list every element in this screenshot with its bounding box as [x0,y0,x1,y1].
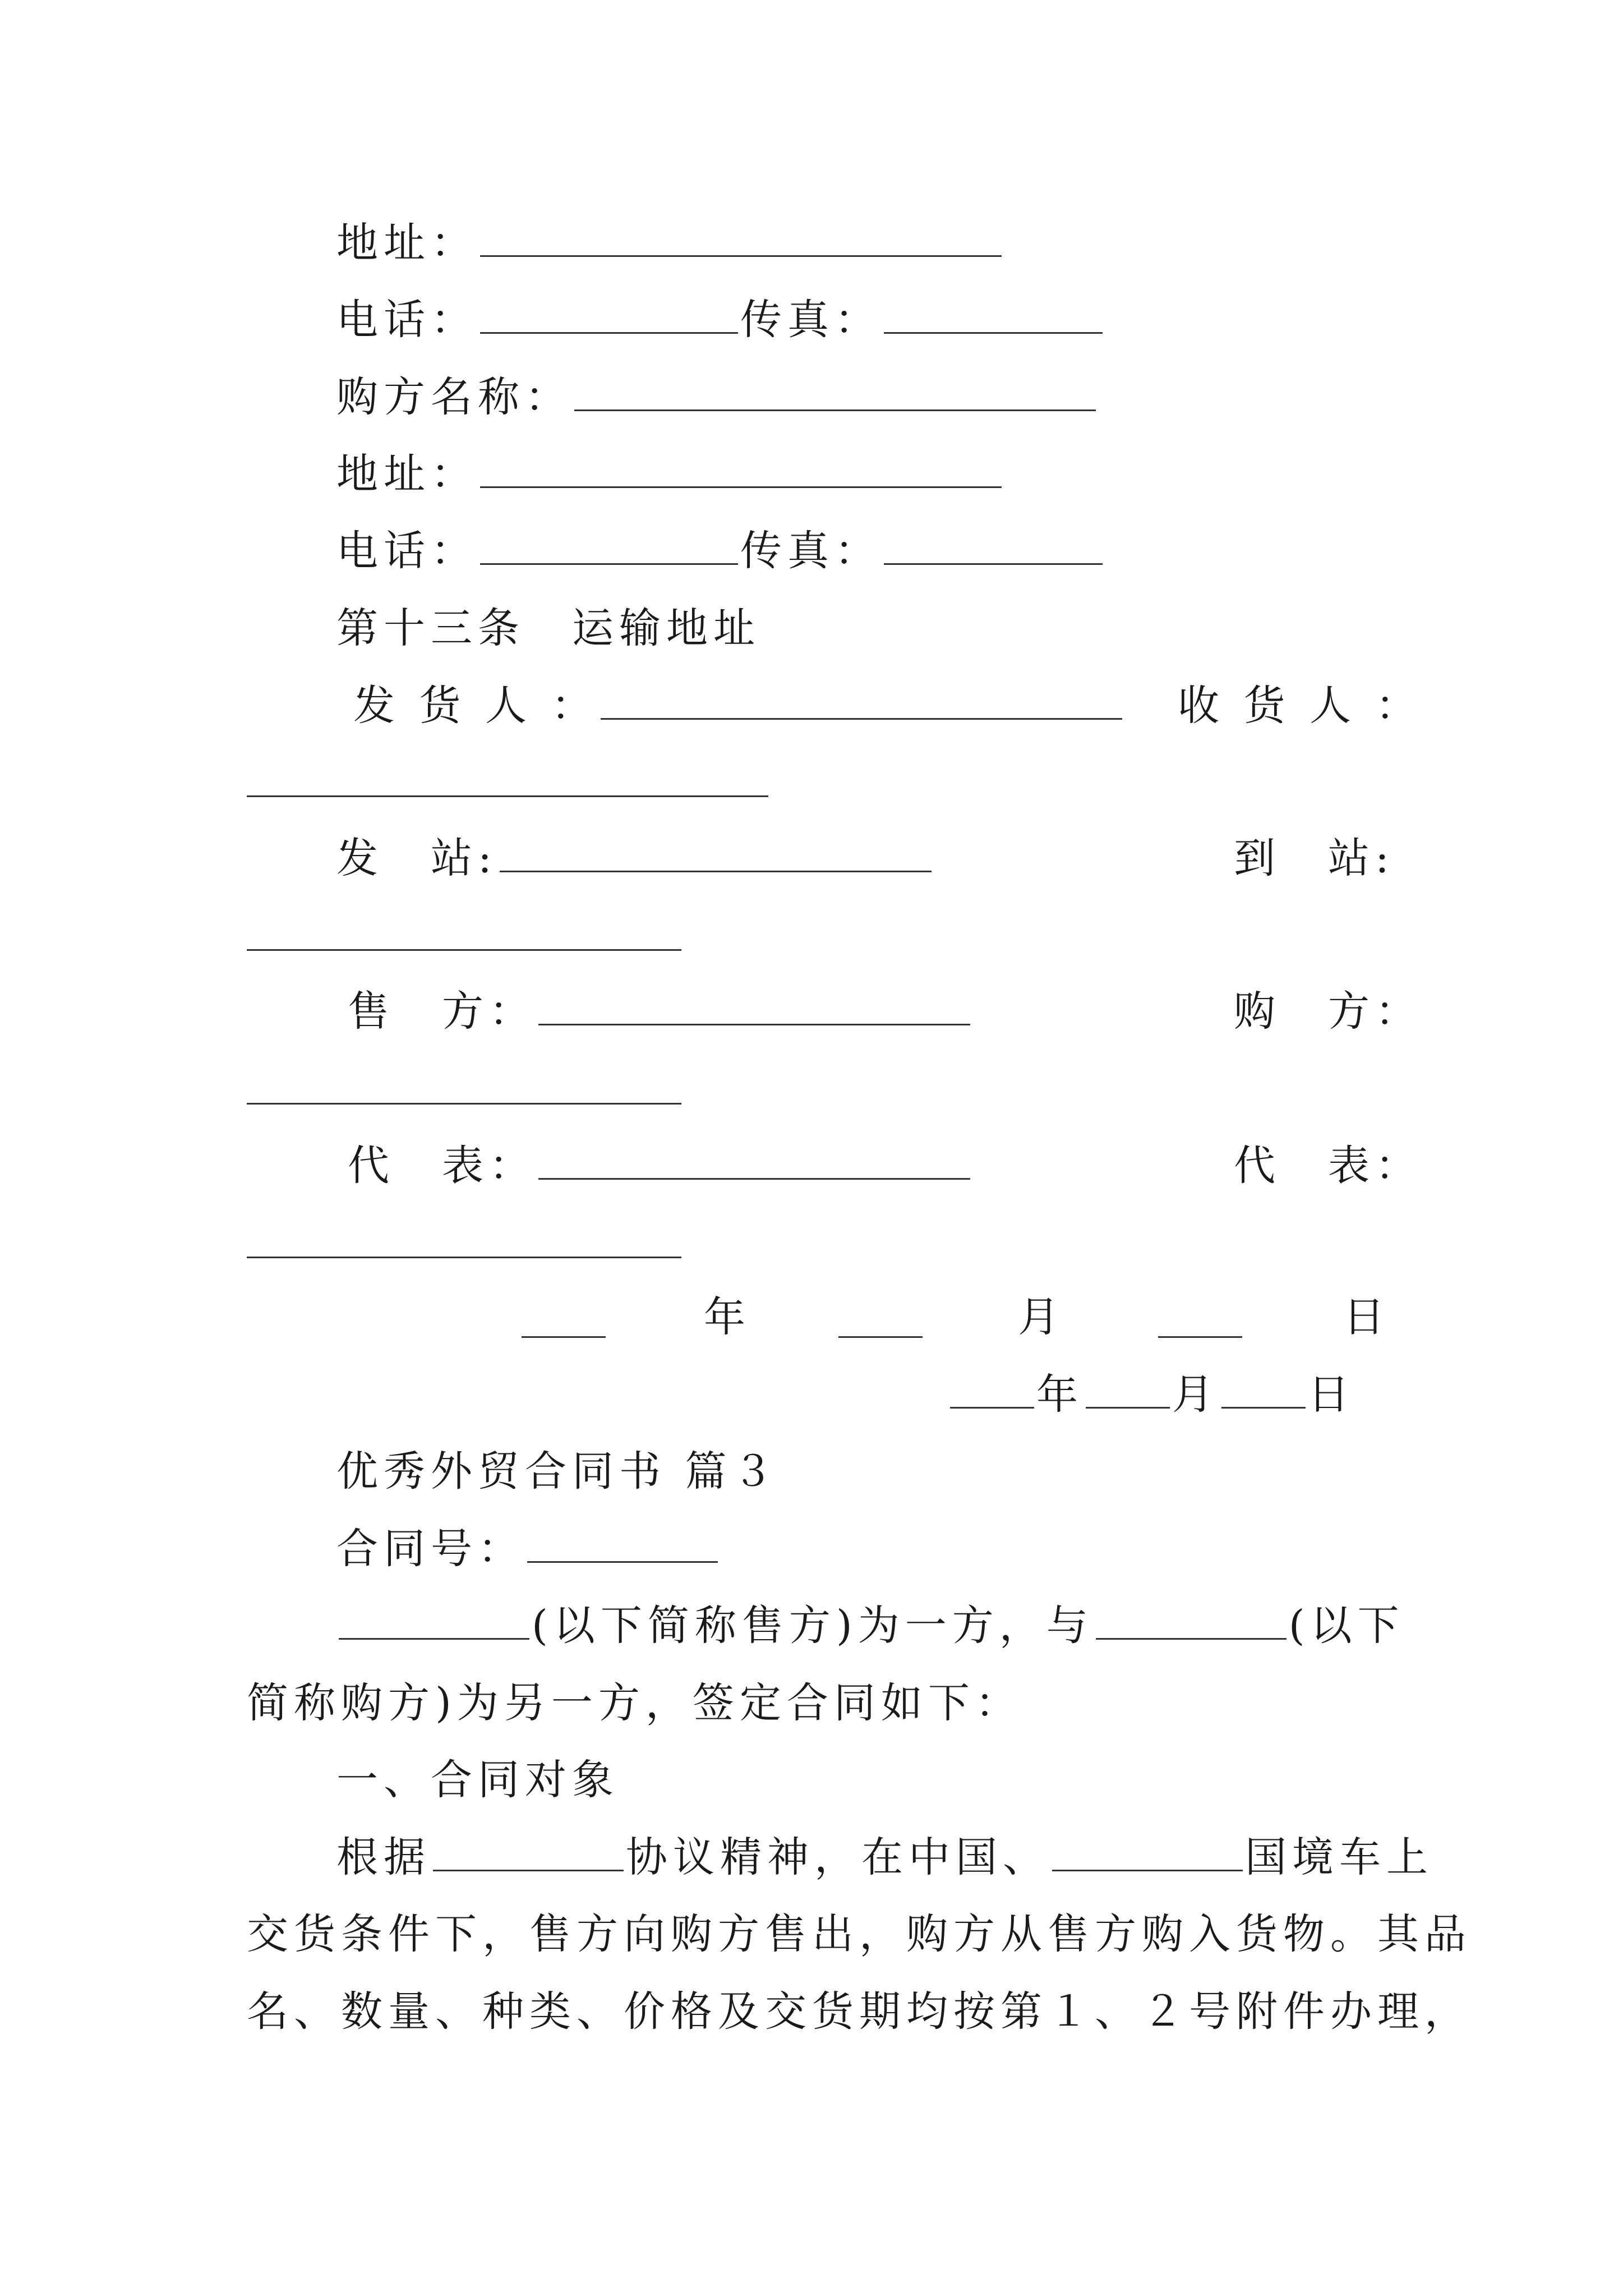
rep-right-blank[interactable] [247,1257,681,1258]
seller-address-label: 地址： [336,219,478,267]
consignor-line [353,679,1124,733]
left-month-label: 月 [1018,1293,1065,1341]
consignor-blank[interactable] [601,684,1122,720]
left-month-blank[interactable] [838,1336,923,1338]
right-day-blank[interactable] [1221,1373,1306,1409]
seller-address-blank[interactable] [480,222,1002,257]
item1-line-3: 名、数量、种类、价格及交货期均按第１、２号附件办理， [247,1987,1472,2036]
intro-line-2: 简称购方)为另一方，签定合同如下： [247,1679,1022,1727]
buyer-phone-blank[interactable] [480,530,738,565]
consignee-blank[interactable] [247,795,768,797]
seller-sign-label: 售 方： [348,987,536,1036]
departure-label: 发 站: [336,834,497,882]
seller-phone-label: 电话： [336,296,478,344]
left-day-label: 日 [1343,1293,1390,1341]
arrival-blank[interactable] [247,949,681,951]
right-date-line [948,1368,1355,1421]
rep-right-label: 代 表： [1234,1142,1422,1190]
buyer-name-blank-2[interactable] [1096,1604,1287,1640]
consignee-label: 收 货 人 ： [1178,682,1423,730]
right-year-blank[interactable] [950,1373,1034,1409]
contract-no-line [336,1522,720,1576]
item1-line-1 [336,1830,1433,1884]
seller-phone-fax-line [336,293,1105,347]
seller-sign-line [348,984,972,1038]
contract-no-label: 合同号： [336,1525,525,1573]
right-month-blank[interactable] [1086,1373,1170,1409]
seller-address-line [336,216,1004,270]
intro-buyer-text: (以下 [1288,1602,1405,1650]
seller-fax-label: 传真： [740,296,882,344]
arrival-label: 到 站: [1234,834,1395,882]
buyer-phone-label: 电话： [336,527,478,575]
item1-p-start: 根据 [336,1833,431,1881]
right-year-label: 年 [1036,1370,1083,1419]
departure-line [336,831,934,885]
contract-no-blank[interactable] [527,1527,718,1563]
left-year-label: 年 [704,1293,751,1341]
buyer-address-line [336,447,1004,501]
buyer-sign-blank[interactable] [247,1103,681,1105]
country-blank[interactable] [1052,1836,1243,1871]
buyer-address-label: 地址： [336,450,478,498]
buyer-name-blank[interactable] [574,376,1096,411]
left-day-blank[interactable] [1158,1336,1242,1338]
right-month-label: 月 [1172,1370,1219,1419]
seller-sign-blank[interactable] [538,990,970,1025]
seller-name-blank[interactable] [339,1604,529,1640]
item1-p-mid1: 协议精神，在中国、 [626,1833,1050,1881]
buyer-address-blank[interactable] [480,453,1002,488]
seller-phone-blank[interactable] [480,298,738,334]
right-day-label: 日 [1308,1370,1355,1419]
buyer-sign-label: 购 方： [1234,987,1422,1036]
agreement-blank[interactable] [433,1836,624,1871]
buyer-phone-fax-line [336,524,1105,578]
consignor-label: 发 货 人 ： [353,682,598,730]
buyer-name-line [336,370,1098,424]
left-year-blank[interactable] [522,1336,606,1338]
rep-left-label: 代 表： [348,1142,536,1190]
seller-fax-blank[interactable] [884,298,1103,334]
section3-heading: 优秀外贸合同书 篇３ [336,1447,780,1496]
departure-blank[interactable] [500,837,932,872]
rep-left-blank[interactable] [538,1144,970,1180]
item1-p-mid2: 国境车上 [1245,1833,1433,1881]
buyer-fax-blank[interactable] [884,530,1103,565]
buyer-name-label: 购方名称： [336,373,572,421]
intro-line-1 [336,1599,1405,1653]
item1-heading: 一、合同对象 [336,1756,619,1804]
article13-title: 第十三条 运输地址 [336,604,760,652]
intro-seller-text: (以下简称售方)为一方，与 [532,1602,1094,1650]
item1-line-2: 交货条件下，售方向购方售出，购方从售方购入货物。其品 [247,1910,1472,1958]
buyer-fax-label: 传真： [740,527,882,575]
rep-left-line [348,1139,972,1193]
